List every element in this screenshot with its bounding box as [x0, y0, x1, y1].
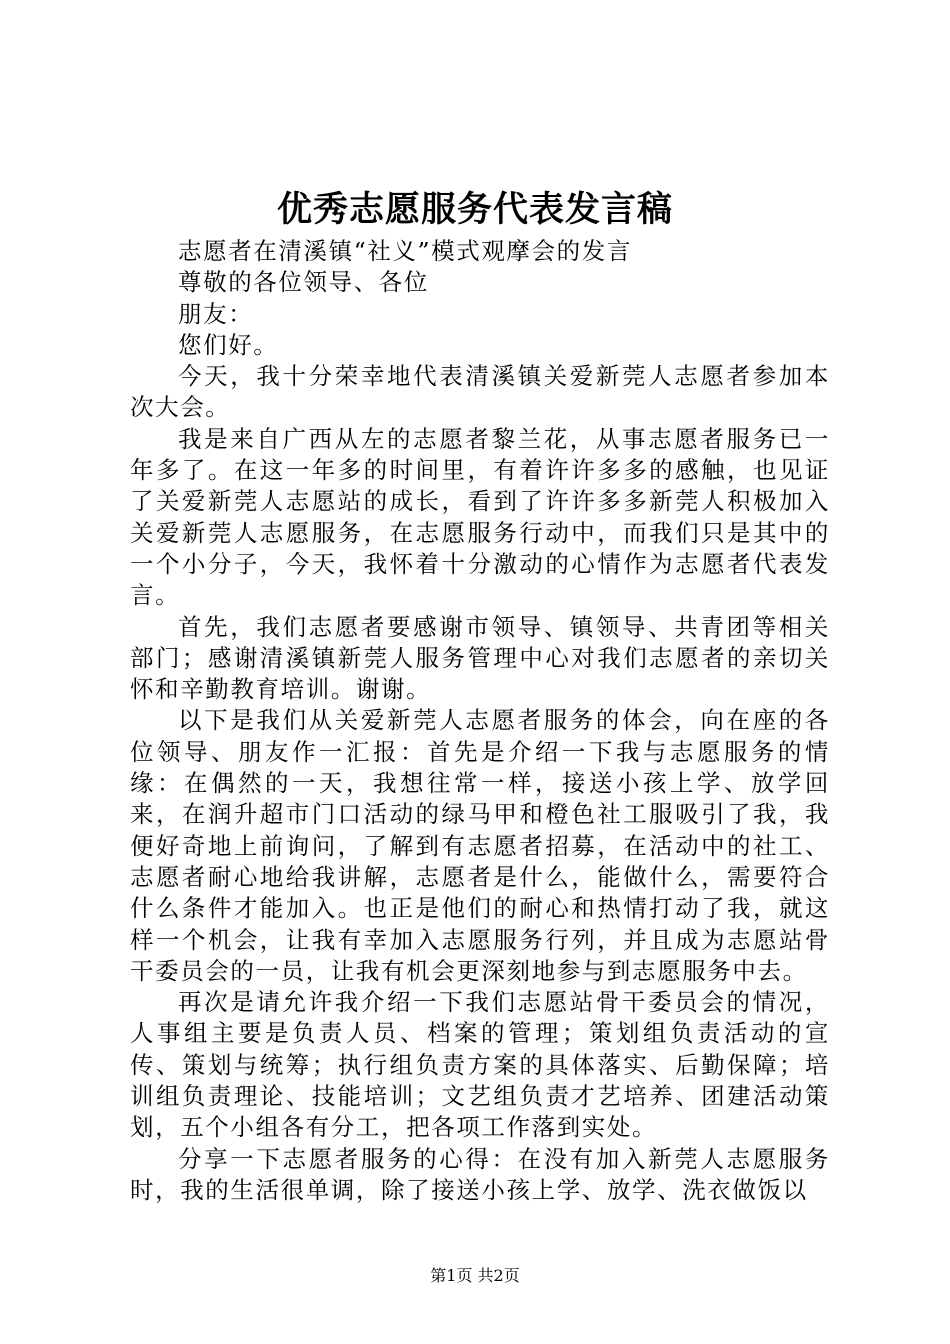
document-title: 优秀志愿服务代表发言稿 — [276, 189, 673, 230]
paragraph-subtitle: 志愿者在清溪镇“社义”模式观摩会的发言 — [178, 237, 632, 265]
paragraph-self-intro: 我是来自广西从左的志愿者黎兰花，从事志愿者服务已一年多了。在这一年多的时间里，有着许许多多的感触，也见证了关爱新莞人志愿站的成长，看到了许许多多新莞人积极加入关爱新莞人志愿服务，在志愿服务行动中，而我们只是其中的一个小分子，今天，我怀着十分激动的心情作为志愿者代表发言。 — [130, 424, 830, 610]
document-body — [130, 236, 830, 1206]
page-footer: 第1页 共2页 — [430, 1266, 520, 1285]
paragraph-thanks: 首先，我们志愿者要感谢市领导、镇领导、共青团等相关部门；感谢清溪镇新莞人服务管理中心对我们志愿者的亲切关怀和辛勤教育培训。谢谢。 — [130, 612, 830, 704]
paragraph-greeting: 您们好。 — [178, 330, 279, 359]
paragraph-intro: 今天，我十分荣幸地代表清溪镇关爱新莞人志愿者参加本次大会。 — [130, 362, 830, 422]
paragraph-experience: 以下是我们从关爱新莞人志愿者服务的体会，向在座的各位领导、朋友作一汇报：首先是介绍一下我与志愿服务的情缘：在偶然的一天，我想往常一样，接送小孩上学、放学回来，在润升超市门口活动的绿马甲和橙色社工服吸引了我，我便好奇地上前询问，了解到有志愿者招募，在活动中的社工、志愿者耐心地给我讲解，志愿者是什么，能做什么，需要符合什么条件才能加入。也正是他们的耐心和热情打动了我，就这样一个机会，让我有幸加入志愿服务行列，并且成为志愿站骨干委员会的一员，让我有机会更深刻地参与到志愿服务中去。 — [130, 706, 830, 985]
paragraph-salutation-cont: 朋友： — [178, 299, 254, 328]
paragraph-sharing: 分享一下志愿者服务的心得：在没有加入新莞人志愿服务时，我的生活很单调，除了接送小孩上学、放学、洗衣做饭以 — [130, 1144, 830, 1204]
paragraph-salutation: 尊敬的各位领导、各位 — [178, 268, 429, 297]
paragraph-committee: 再次是请允许我介绍一下我们志愿站骨干委员会的情况，人事组主要是负责人员、档案的管理；策划组负责活动的宣传、策划与统筹；执行组负责方案的具体落实、后勤保障；培训组负责理论、技能培训；文艺组负责才艺培养、团建活动策划，五个小组各有分工，把各项工作落到实处。 — [130, 988, 830, 1142]
